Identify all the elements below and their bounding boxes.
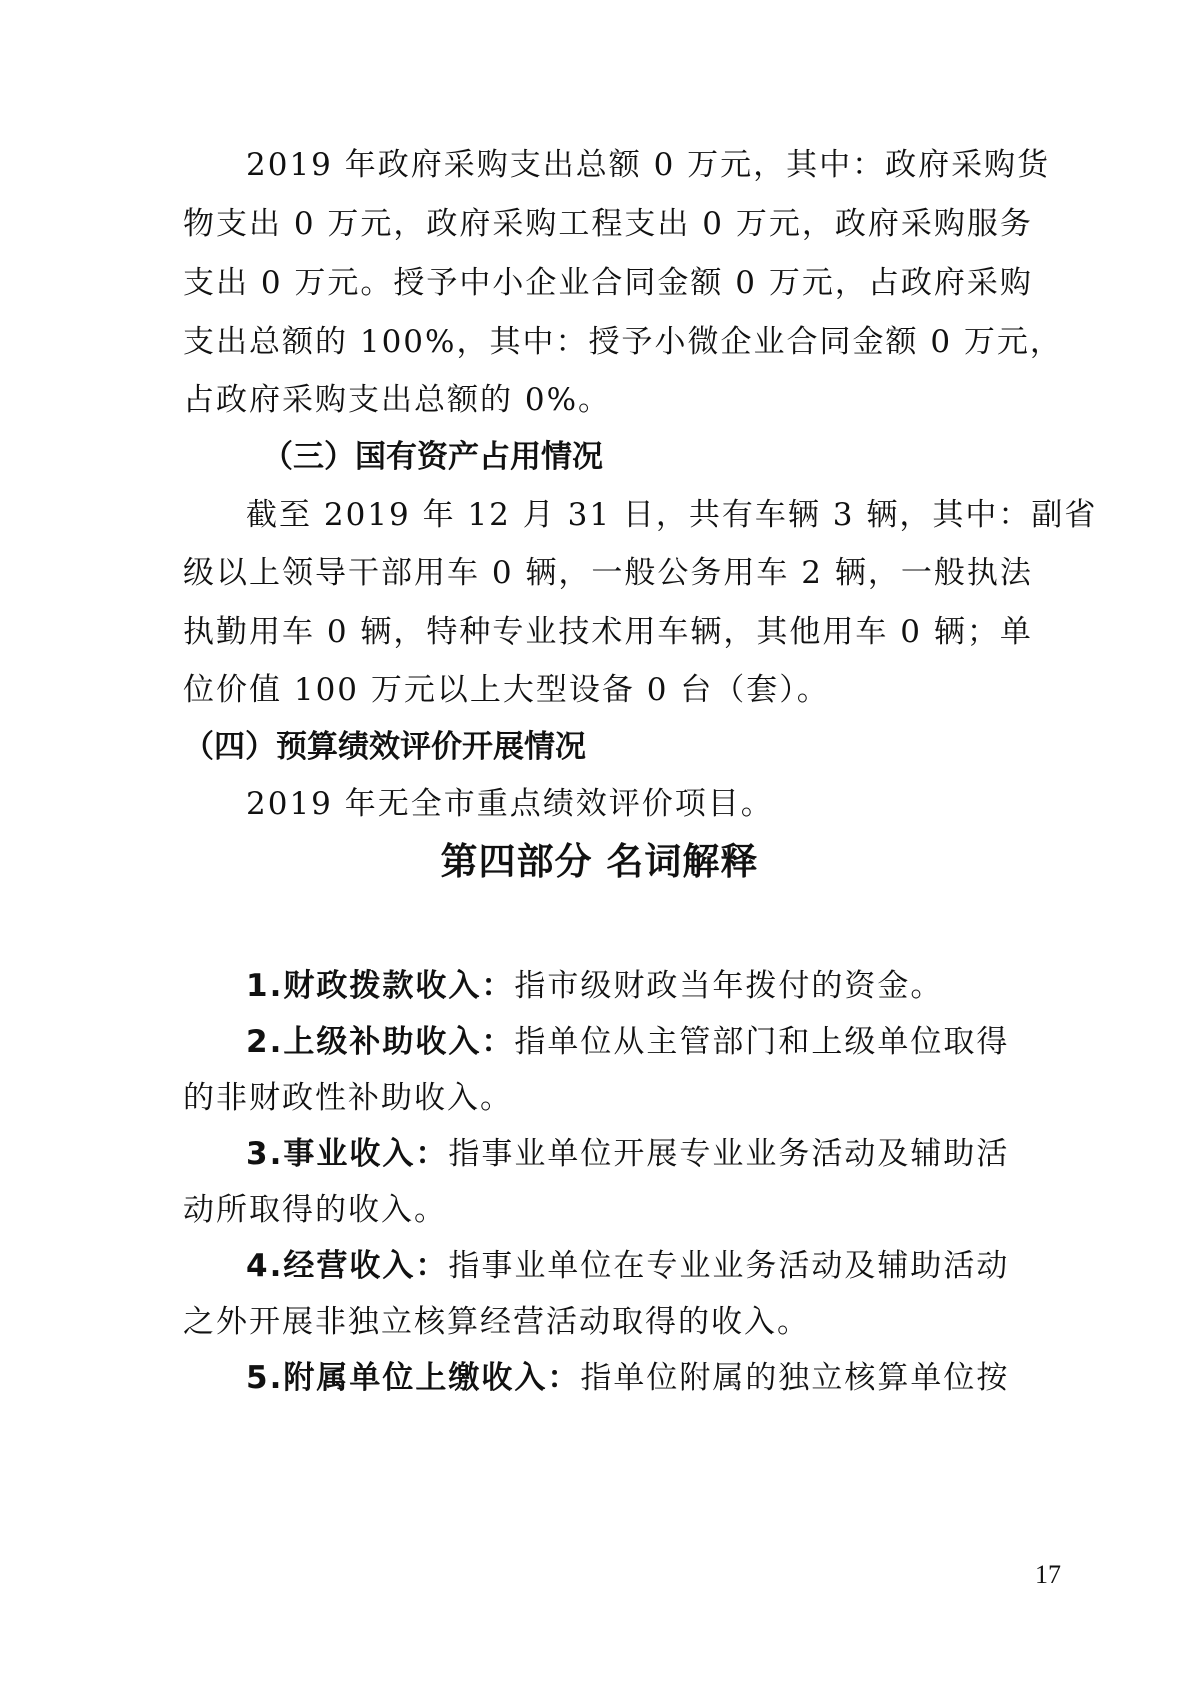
definition-text: 指单位从主管部门和上级单位取得: [514, 1024, 1010, 1060]
definition-3: [246, 1134, 1009, 1174]
assets-line-2: 级以上领导干部用车 0 辆，一般公务用车 2 辆，一般执法: [183, 555, 1033, 591]
procurement-line-3: 支出 0 万元。授予中小企业合同金额 0 万元，占政府采购: [183, 265, 1033, 301]
performance-line: 2019 年无全市重点绩效评价项目。: [246, 786, 774, 822]
definition-2: [246, 1022, 1009, 1062]
definition-1: [246, 966, 943, 1006]
definition-term: 2.上级补助收入：: [246, 1024, 515, 1060]
definition-term: 5.附属单位上缴收入：: [246, 1360, 581, 1396]
procurement-line-1: 2019 年政府采购支出总额 0 万元，其中：政府采购货: [246, 147, 1051, 183]
procurement-line-2: 物支出 0 万元，政府采购工程支出 0 万元，政府采购服务: [183, 206, 1033, 242]
page-number: 17: [1035, 1560, 1061, 1589]
procurement-line-5: 占政府采购支出总额的 0%。: [183, 382, 612, 418]
definition-5: [246, 1358, 1009, 1398]
definition-4-cont: 之外开展非独立核算经营活动取得的收入。: [183, 1304, 810, 1340]
performance-heading: （四）预算绩效评价开展情况: [183, 729, 586, 765]
definition-4: [246, 1246, 1009, 1286]
definition-text: 指事业单位开展专业业务活动及辅助活: [448, 1136, 1010, 1172]
assets-line-4: 位价值 100 万元以上大型设备 0 台（套）。: [183, 672, 830, 708]
assets-line-3: 执勤用车 0 辆，特种专业技术用车辆，其他用车 0 辆；单: [183, 614, 1033, 650]
definition-text: 指市级财政当年拨付的资金。: [514, 968, 944, 1004]
definition-2-cont: 的非财政性补助收入。: [183, 1080, 513, 1116]
assets-line-1: 截至 2019 年 12 月 31 日，共有车辆 3 辆，其中：副省: [246, 497, 1098, 533]
part-title: 第四部分 名词解释: [440, 840, 759, 883]
definition-text: 指事业单位在专业业务活动及辅助活动: [448, 1248, 1010, 1284]
definition-text: 指单位附属的独立核算单位按: [580, 1360, 1010, 1396]
definition-term: 1.财政拨款收入：: [246, 968, 515, 1004]
definition-term: 4.经营收入：: [246, 1248, 449, 1284]
definition-3-cont: 动所取得的收入。: [183, 1192, 447, 1228]
procurement-line-4: 支出总额的 100%，其中：授予小微企业合同金额 0 万元，: [183, 324, 1063, 360]
assets-heading: （三）国有资产占用情况: [262, 439, 603, 475]
definition-term: 3.事业收入：: [246, 1136, 449, 1172]
